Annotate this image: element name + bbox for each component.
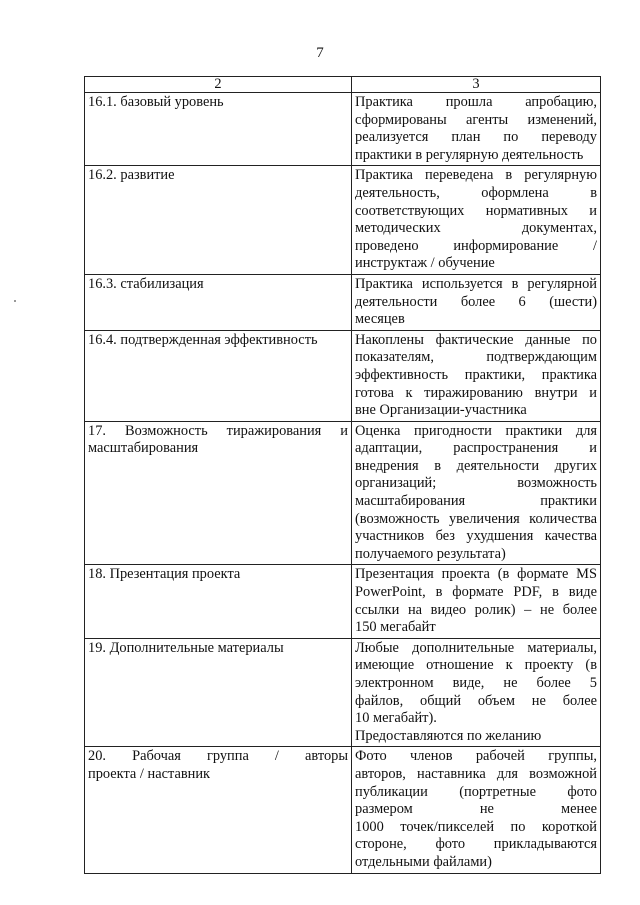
criterion-description-line: готова к тиражированию внутри и	[355, 384, 597, 401]
criterion-description	[352, 274, 601, 330]
criterion-description-line: 150 мегабайт	[355, 619, 436, 636]
criterion-description-line: Презентация проекта (в формате MS	[355, 566, 597, 583]
criterion-description-line: масштабирования практики	[355, 493, 597, 510]
criterion-description-line: организаций; возможность	[355, 475, 597, 492]
criterion-description-line: Практика прошла апробацию,	[355, 94, 597, 110]
criterion-description-line: методических документах,	[355, 220, 597, 237]
criterion-description-line: инструктаж / обучение	[355, 255, 495, 272]
table-row	[85, 166, 601, 275]
criterion-description-line: Фото членов рабочей группы,	[355, 748, 597, 765]
criterion-description-line: сформированы агенты изменений,	[355, 111, 597, 128]
column-number-2: 2	[85, 77, 352, 93]
criterion-description-line: получаемого результата)	[355, 545, 506, 562]
criterion-description-line: деятельности более 6 (шести)	[355, 293, 597, 310]
criterion-description-line: Любые дополнительные материалы,	[355, 639, 597, 656]
criterion-description-line: размером не менее	[355, 801, 597, 818]
criterion-description	[352, 93, 601, 166]
criterion-description-line: отдельными файлами)	[355, 853, 492, 870]
criterion-label	[85, 274, 352, 330]
criterion-description-line: Практика переведена в регулярную	[355, 167, 597, 184]
criterion-label-line: 16.3. стабилизация	[88, 275, 204, 292]
criterion-description	[352, 330, 601, 421]
criterion-description-line: Предоставляются по желанию	[355, 727, 542, 744]
criterion-description-line: файлов, общий объем не более	[355, 692, 597, 709]
criterion-label	[85, 93, 352, 166]
criterion-description-line: авторов, наставника для возможной	[355, 765, 597, 782]
criterion-description-line: PowerPoint, в формате PDF, в виде	[355, 584, 597, 601]
criterion-description	[352, 638, 601, 747]
criterion-description-line: 1000 точек/пикселей по короткой	[355, 818, 597, 835]
criterion-label	[85, 166, 352, 275]
criterion-label-line: 20. Рабочая группа / авторы	[88, 748, 348, 765]
criterion-description-line: месяцев	[355, 311, 405, 328]
criterion-label	[85, 421, 352, 565]
table-row	[85, 274, 601, 330]
criterion-description-line: 10 мегабайт).	[355, 710, 437, 727]
criterion-description-line: показателям, подтверждающим	[355, 349, 597, 366]
criterion-description-line: адаптации, распространения и	[355, 440, 597, 457]
criterion-description-line: внедрения в деятельности других	[355, 457, 597, 474]
criterion-description	[352, 565, 601, 638]
criterion-description-line: ссылки на видео ролик) – не более	[355, 601, 597, 618]
column-number-3: 3	[352, 77, 601, 93]
criterion-label-line: 16.4. подтвержденная эффективность	[88, 331, 318, 348]
scan-speck	[14, 300, 16, 302]
criterion-description-line: Оценка пригодности практики для	[355, 422, 597, 439]
page-number: 7	[316, 45, 324, 61]
table-row	[85, 330, 601, 421]
criterion-description-line: эффективность практики, практика	[355, 366, 597, 383]
table-row	[85, 638, 601, 747]
criterion-label-line: 19. Дополнительные материалы	[88, 639, 284, 656]
criterion-label	[85, 638, 352, 747]
criterion-description-line: вне Организации-участника	[355, 402, 527, 419]
criterion-description-line: стороне, фото прикладываются	[355, 836, 597, 853]
criterion-description	[352, 421, 601, 565]
criterion-description-line: реализуется план по переводу	[355, 129, 597, 146]
criterion-label-line: проекта / наставник	[88, 765, 211, 782]
criterion-label-line: масштабирования	[88, 440, 199, 457]
criterion-description	[352, 747, 601, 873]
criterion-description-line: Практика используется в регулярной	[355, 275, 597, 292]
criterion-description-line: (возможность увеличения количества	[355, 510, 597, 527]
criterion-label	[85, 330, 352, 421]
criterion-label-line: 18. Презентация проекта	[88, 566, 241, 583]
criterion-description-line: проведено информирование /	[355, 237, 597, 254]
table-header-row	[85, 77, 601, 93]
table-row	[85, 93, 601, 166]
criteria-table	[84, 76, 601, 874]
criterion-label	[85, 747, 352, 873]
criterion-description-line: Накоплены фактические данные по	[355, 331, 597, 348]
criterion-label-line: 17. Возможность тиражирования и	[88, 422, 348, 439]
criterion-description	[352, 166, 601, 275]
criterion-description-line: имеющие отношение к проекту (в	[355, 657, 597, 674]
criterion-label	[85, 565, 352, 638]
table-row	[85, 565, 601, 638]
criterion-description-line: практики в регулярную деятельность	[355, 146, 584, 163]
criterion-description-line: участников без ухудшения качества	[355, 528, 597, 545]
criterion-description-line: деятельность, оформлена в	[355, 184, 597, 201]
table-row	[85, 747, 601, 873]
criterion-description-line: электронном виде, не более 5	[355, 675, 597, 691]
criterion-label-line: 16.1. базовый уровень	[88, 94, 224, 110]
criterion-description-line: соответствующих нормативных и	[355, 202, 597, 219]
table-row	[85, 421, 601, 565]
criterion-label-line: 16.2. развитие	[88, 167, 175, 184]
criterion-description-line: публикации (портретные фото	[355, 783, 597, 800]
